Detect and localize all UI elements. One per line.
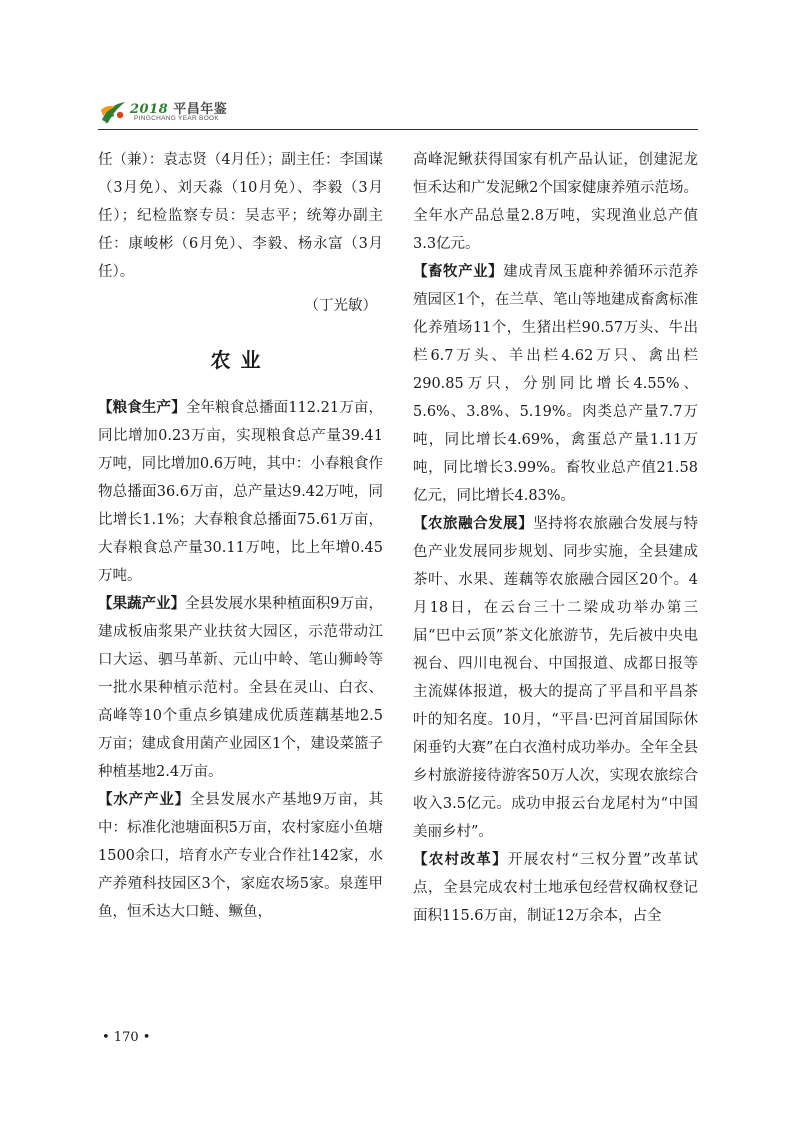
paragraph-body: 全县发展水产基地9万亩，其中：标准化池塘面积5万亩，农村家庭小鱼塘1500余口，培育水产专业合作社142家，水产养殖科技园区3个，家庭农场5家。泉莲甲鱼，恒禾达大口鲢、鳜鱼，: [98, 792, 383, 920]
paragraph-tag: 【水产产业】: [98, 792, 190, 808]
paragraph-tag: 【农村改革】: [413, 852, 508, 868]
author-credit: （丁光敏）: [304, 298, 377, 314]
paragraph-tag: 【农旅融合发展】: [413, 516, 534, 532]
continuation-text: 任（兼）：袁志贤（4月任）；副主任：李国谋（3月免）、刘天淼（10月免）、李毅（3月任）；纪检监察专员：吴志平；统筹办副主任：康峻彬（6月免）、李毅、杨永富（3月任）。: [98, 152, 383, 280]
continuation-text: 高峰泥鳅获得国家有机产品认证，创建泥龙恒禾达和广发泥鳅2个国家健康养殖示范场。全年水产品总量2.8万吨，实现渔业总产值3.3亿元。: [413, 152, 698, 252]
paragraph-agritourism: [413, 510, 698, 846]
yearbook-subtitle: PINGCHANG YEAR BOOK: [134, 115, 220, 122]
paragraph-livestock: [413, 258, 698, 510]
paragraph-tag: 【果蔬产业】: [98, 596, 186, 612]
yearbook-name: 平昌年鉴: [173, 102, 228, 117]
paragraph-tag: 【畜牧产业】: [413, 264, 504, 280]
paragraph-body: 开展农村“三权分置”改革试点，全县完成农村土地承包经营权确权登记面积115.6万亩，制证12万余本，占全: [413, 852, 698, 924]
paragraph-rural-reform: [413, 846, 698, 930]
left-column: [98, 146, 383, 926]
paragraph-fruit-veg: [98, 590, 383, 786]
yearbook-logo-icon: [98, 96, 128, 126]
page-header: [98, 96, 698, 132]
paragraph-body: 建成青凤玉鹿种养循环示范养殖园区1个，在兰草、笔山等地建成畜禽标准化养殖场11个，生猪出栏90.57万头、牛出栏6.7万头、羊出栏4.62万只、禽出栏290.85万只，分别同比增长4.55%、5.6%、3.8%、5.19%。肉类总产量7.7万吨，同比增长4.69%，禽蛋总产量1.11万吨，同比增长3.99%。畜牧业总产值21.58亿元，同比增长4.83%。: [413, 264, 699, 504]
paragraph-aquatic: [98, 786, 383, 926]
paragraph-body: 全年粮食总播面112.21万亩，同比增加0.23万亩，实现粮食总产量39.41万吨，同比增加0.6万吨，其中：小春粮食作物总播面36.6万亩，总产量达9.42万吨，同比增长1.1%；大春粮食总播面75.61万亩，大春粮食总产量30.11万吨，比上年增0.45万吨。: [98, 400, 383, 584]
paragraph-body: 全县发展水果种植面积9万亩，建成板庙浆果产业扶贫大园区，示范带动江口大运、驷马革新、元山中岭、笔山狮岭等一批水果种植示范村。全县在灵山、白衣、高峰等10个重点乡镇建成优质莲藕基地2.5万亩；建成食用菌产业园区1个，建设菜篮子种植基地2.4万亩。: [98, 596, 383, 780]
yearbook-year: 2018: [130, 102, 169, 117]
paragraph-body: 坚持将农旅融合发展与特色产业发展同步规划、同步实施，全县建成茶叶、水果、莲藕等农旅融合园区20个。4月18日，在云台三十二梁成功举办第三届“巴中云顶”茶文化旅游节，先后被中央电视台、四川电视台、中国报道、成都日报等主流媒体报道，极大的提高了平昌和平昌茶叶的知名度。10月，“平昌·巴河首届国际休闲垂钓大赛”在白衣渔村成功举办。全年全县乡村旅游接待游客50万人次，实现农旅综合收入3.5亿元。成功申报云台龙尾村为“中国美丽乡村”。: [413, 516, 699, 840]
paragraph-grain: [98, 394, 383, 590]
section-title: 农业: [210, 348, 271, 372]
paragraph-tag: 【粮食生产】: [98, 400, 186, 416]
page-number: • 170 •: [102, 1030, 151, 1045]
header-divider: [98, 129, 698, 130]
right-column: [413, 146, 698, 930]
